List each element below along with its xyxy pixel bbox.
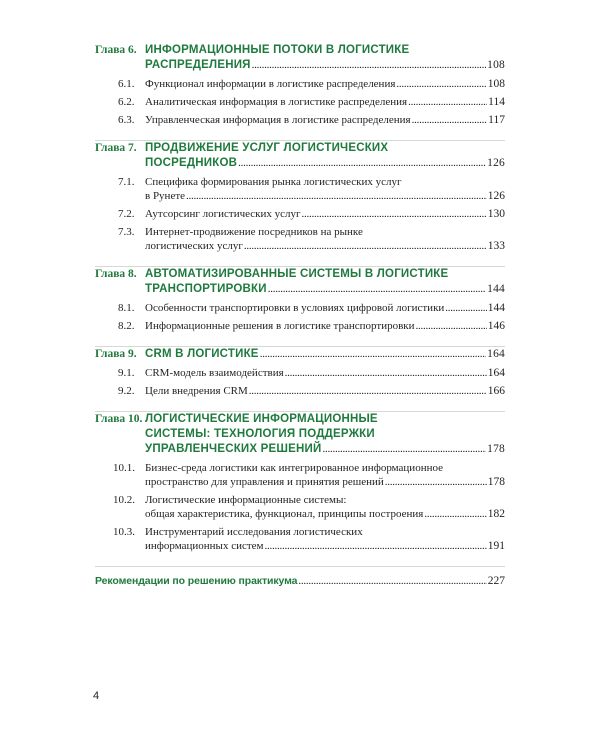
dot-leader <box>424 507 486 521</box>
chapter-heading[interactable] <box>95 43 505 73</box>
dot-leader <box>322 442 486 457</box>
dot-leader <box>298 574 486 588</box>
dot-leader <box>285 366 487 380</box>
section-title-line: Инструментарий исследования логистических <box>145 526 363 538</box>
recommendations-entry[interactable] <box>95 574 505 588</box>
chapter-heading[interactable] <box>95 347 505 362</box>
chapter-heading[interactable] <box>95 267 505 297</box>
section-page-number: 108 <box>487 78 505 90</box>
dot-leader <box>244 239 487 253</box>
section-title-line: Аутсорсинг логистических услуг <box>145 208 301 220</box>
chapter-page-number: 144 <box>487 283 505 295</box>
section-title-line: Управленческая информация в логистике распределения <box>145 114 411 126</box>
dot-leader <box>416 319 487 333</box>
section-title-line: Информационные решения в логистике транспортировки <box>145 320 415 332</box>
dot-leader <box>445 301 486 315</box>
chapter-title-line: ПОСРЕДНИКОВ <box>145 157 238 169</box>
section-title-line: информационных систем <box>145 540 264 552</box>
toc-section-entry[interactable] <box>95 461 505 489</box>
section-title-line: логистических услуг <box>145 240 243 252</box>
toc-section-entry[interactable] <box>95 207 505 221</box>
section-page-number: 130 <box>487 208 505 220</box>
chapter-title-line: РАСПРЕДЕЛЕНИЯ <box>145 59 251 71</box>
section-page-number: 144 <box>487 302 505 314</box>
chapter-number: Глава 10. <box>95 413 143 425</box>
toc-section-entry[interactable] <box>95 175 505 203</box>
section-title-line: Аналитическая информация в логистике распределения <box>145 96 408 108</box>
toc-section-entry[interactable] <box>95 493 505 521</box>
section-page-number: 166 <box>487 385 505 397</box>
dot-leader <box>268 282 486 297</box>
chapter-page-number: 164 <box>487 348 505 360</box>
dot-leader <box>186 189 487 203</box>
dot-leader <box>238 156 486 171</box>
dot-leader <box>249 384 487 398</box>
section-number: 10.1. <box>113 462 135 474</box>
section-number: 9.1. <box>118 367 135 379</box>
chapter-title-line: ЛОГИСТИЧЕСКИЕ ИНФОРМАЦИОННЫЕ <box>145 413 378 425</box>
section-page-number: 191 <box>487 540 505 552</box>
toc-chapter <box>95 127 505 253</box>
chapter-number: Глава 7. <box>95 142 137 154</box>
chapter-divider <box>95 566 505 567</box>
chapter-number: Глава 8. <box>95 268 137 280</box>
section-title-line: Особенности транспортировки в условиях цифровой логистики <box>145 302 445 314</box>
dot-leader <box>302 207 487 221</box>
chapter-heading[interactable] <box>95 141 505 171</box>
chapter-heading[interactable] <box>95 412 505 457</box>
dot-leader <box>252 58 487 73</box>
dot-leader <box>412 113 488 127</box>
toc-section-entry[interactable] <box>95 366 505 380</box>
chapter-page-number: 178 <box>487 443 505 455</box>
section-title-line: Бизнес-среда логистики как интегрированное информационное <box>145 462 443 474</box>
section-page-number: 146 <box>487 320 505 332</box>
recommendations-page-number: 227 <box>487 575 505 587</box>
chapter-title-line: ИНФОРМАЦИОННЫЕ ПОТОКИ В ЛОГИСТИКЕ <box>145 44 410 56</box>
section-title-line: Цели внедрения CRM <box>145 385 248 397</box>
section-title-line: CRM-модель взаимодействия <box>145 367 284 379</box>
section-number: 7.1. <box>118 176 135 188</box>
page-number: 4 <box>93 690 100 702</box>
toc-chapter <box>95 333 505 398</box>
toc-appendix <box>95 553 505 588</box>
chapter-page-number: 126 <box>487 157 505 169</box>
section-number: 6.1. <box>118 78 135 90</box>
chapter-title-line: ТРАНСПОРТИРОВКИ <box>145 283 267 295</box>
table-of-contents <box>95 43 505 588</box>
dot-leader <box>408 95 487 109</box>
section-title-line: Логистические информационные системы: <box>145 494 347 506</box>
section-number: 9.2. <box>118 385 135 397</box>
toc-section-entry[interactable] <box>95 95 505 109</box>
section-number: 8.1. <box>118 302 135 314</box>
chapter-number: Глава 6. <box>95 44 137 56</box>
chapter-title-line: УПРАВЛЕНЧЕСКИХ РЕШЕНИЙ <box>145 443 322 455</box>
toc-section-entry[interactable] <box>95 384 505 398</box>
toc-chapter <box>95 398 505 553</box>
section-number: 8.2. <box>118 320 135 332</box>
toc-section-entry[interactable] <box>95 319 505 333</box>
section-number: 6.3. <box>118 114 135 126</box>
section-page-number: 126 <box>487 190 505 202</box>
dot-leader <box>385 475 487 489</box>
section-number: 6.2. <box>118 96 135 108</box>
section-title-line: Функционал информации в логистике распределения <box>145 78 396 90</box>
section-number: 10.2. <box>113 494 135 506</box>
dot-leader <box>396 77 486 91</box>
chapter-page-number: 108 <box>487 59 505 71</box>
toc-chapter <box>95 253 505 333</box>
recommendations-title: Рекомендации по решению практикума <box>95 575 298 587</box>
section-page-number: 178 <box>487 476 505 488</box>
section-number: 7.2. <box>118 208 135 220</box>
toc-section-entry[interactable] <box>95 225 505 253</box>
chapter-number: Глава 9. <box>95 348 137 360</box>
section-title-line: Специфика формирования рынка логистических услуг <box>145 176 402 188</box>
toc-section-entry[interactable] <box>95 113 505 127</box>
chapter-title-line: СИСТЕМЫ: ТЕХНОЛОГИЯ ПОДДЕРЖКИ <box>145 428 375 440</box>
chapter-title-line: ПРОДВИЖЕНИЕ УСЛУГ ЛОГИСТИЧЕСКИХ <box>145 142 389 154</box>
chapter-title-line: CRM В ЛОГИСТИКЕ <box>145 348 259 360</box>
toc-section-entry[interactable] <box>95 77 505 91</box>
toc-section-entry[interactable] <box>95 301 505 315</box>
dot-leader <box>260 347 486 362</box>
section-title-line: в Рунете <box>145 190 186 202</box>
dot-leader <box>265 539 487 553</box>
section-title-line: общая характеристика, функционал, принципы построения <box>145 508 424 520</box>
section-title-line: пространство для управления и принятия решений <box>145 476 384 488</box>
toc-chapter <box>95 43 505 127</box>
section-page-number: 114 <box>488 96 505 108</box>
section-page-number: 133 <box>487 240 505 252</box>
section-number: 10.3. <box>113 526 135 538</box>
section-page-number: 164 <box>487 367 505 379</box>
section-page-number: 182 <box>487 508 505 520</box>
section-page-number: 117 <box>488 114 505 126</box>
section-number: 7.3. <box>118 226 135 238</box>
section-title-line: Интернет-продвижение посредников на рынке <box>145 226 363 238</box>
chapter-title-line: АВТОМАТИЗИРОВАННЫЕ СИСТЕМЫ В ЛОГИСТИКЕ <box>145 268 449 280</box>
toc-section-entry[interactable] <box>95 525 505 553</box>
